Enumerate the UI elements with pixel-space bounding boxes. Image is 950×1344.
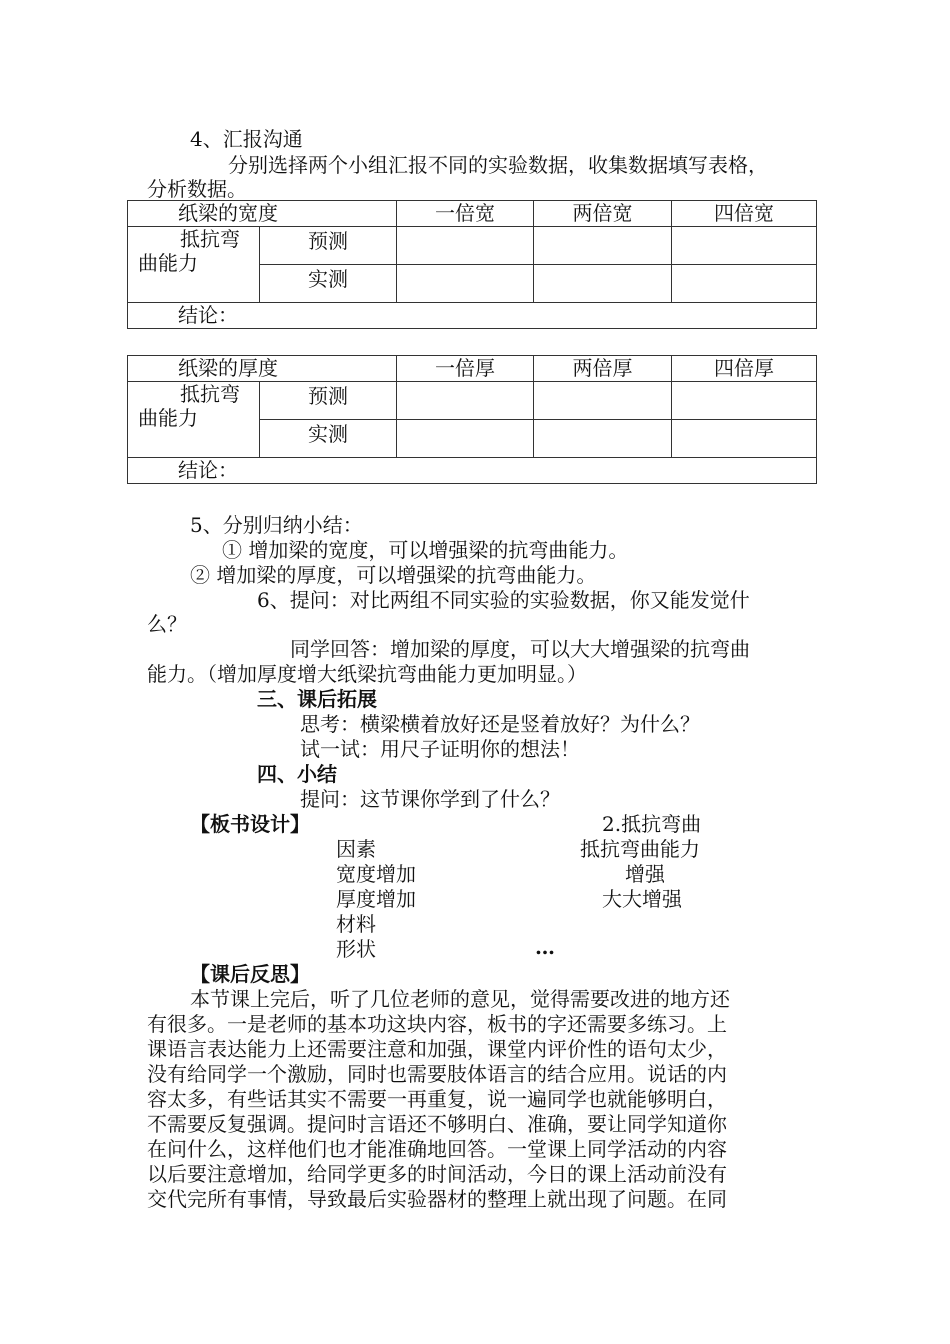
section5-item2: ② 增加梁的厚度，可以增强梁的抗弯曲能力。 bbox=[190, 563, 597, 587]
width-cell bbox=[672, 265, 817, 303]
width-col-3: 四倍宽 bbox=[672, 201, 817, 227]
thickness-cell bbox=[672, 382, 817, 420]
width-cell bbox=[397, 265, 534, 303]
reflection-line: 交代完所有事情，导致最后实验器材的整理上就出现了问题。在同 bbox=[147, 1187, 727, 1211]
reflection-line: 以后要注意增加，给同学更多的时间活动，今日的课上活动前没有 bbox=[147, 1162, 727, 1186]
width-conclusion: 结论： bbox=[128, 303, 817, 329]
width-cell bbox=[672, 227, 817, 265]
board-left-item: 厚度增加 bbox=[336, 887, 416, 911]
thickness-ability-line1: 抵抗弯 bbox=[180, 382, 240, 406]
board-left-item: 材料 bbox=[336, 912, 376, 936]
board-left-item: 宽度增加 bbox=[336, 862, 416, 886]
board-left-item: 因素 bbox=[336, 837, 376, 861]
reflection-heading: 【课后反思】 bbox=[190, 962, 310, 986]
section6-answer-line1: 同学回答：增加梁的厚度，可以大大增强梁的抗弯曲 bbox=[290, 637, 750, 661]
section6-question-line2: 么？ bbox=[147, 612, 187, 636]
thickness-ability-line2: 曲能力 bbox=[138, 406, 198, 430]
section5-heading: 5、分别归纳小结： bbox=[190, 513, 363, 537]
reflection-line: 有很多。一是老师的基本功这块内容，板书的字还需要多练习。上 bbox=[147, 1012, 727, 1036]
thickness-cell bbox=[672, 420, 817, 458]
width-ability-line1: 抵抗弯 bbox=[180, 227, 240, 251]
thickness-cell bbox=[534, 420, 672, 458]
thickness-col-3: 四倍厚 bbox=[672, 356, 817, 382]
width-header-label: 纸梁的宽度 bbox=[128, 201, 397, 227]
part4-heading: 四、小结 bbox=[257, 762, 337, 786]
section4-paragraph-line1: 分别选择两个小组汇报不同的实验数据，收集数据填写表格， bbox=[228, 153, 768, 177]
board-ellipsis: … bbox=[535, 935, 555, 959]
width-data-table bbox=[127, 200, 817, 329]
part3-think: 思考：横梁横着放好还是竖着放好？为什么？ bbox=[300, 712, 700, 736]
thickness-conclusion: 结论： bbox=[128, 458, 817, 484]
thickness-row-predict: 预测 bbox=[260, 382, 397, 420]
reflection-line: 没有给同学一个激励，同时也需要肢体语言的结合应用。说话的内 bbox=[147, 1062, 727, 1086]
board-left-item: 形状 bbox=[336, 937, 376, 961]
section6-question-line1: 6、提问：对比两组不同实验的实验数据，你又能发觉什 bbox=[257, 588, 750, 612]
thickness-cell bbox=[534, 382, 672, 420]
reflection-line: 不需要反复强调。提问时言语还不够明白、准确，要让同学知道你 bbox=[147, 1112, 727, 1136]
reflection-line: 在问什么，这样他们也才能准确地回答。一堂课上同学活动的内容 bbox=[147, 1137, 727, 1161]
thickness-cell bbox=[397, 382, 534, 420]
thickness-col-1: 一倍厚 bbox=[397, 356, 534, 382]
width-ability-label bbox=[128, 227, 260, 303]
thickness-row-measure: 实测 bbox=[260, 420, 397, 458]
thickness-col-2: 两倍厚 bbox=[534, 356, 672, 382]
width-ability-line2: 曲能力 bbox=[138, 251, 198, 275]
board-title-right: 2.抵抗弯曲 bbox=[602, 812, 702, 836]
thickness-header-label: 纸梁的厚度 bbox=[128, 356, 397, 382]
part3-heading: 三、课后拓展 bbox=[257, 687, 377, 711]
width-cell bbox=[534, 265, 672, 303]
section6-answer-line2: 能力。（增加厚度增大纸梁抗弯曲能力更加明显。） bbox=[147, 662, 587, 686]
thickness-cell bbox=[397, 420, 534, 458]
width-cell bbox=[397, 227, 534, 265]
board-right-item: 增强 bbox=[625, 862, 665, 886]
reflection-line: 本节课上完后，听了几位老师的意见，觉得需要改进的地方还 bbox=[190, 987, 730, 1011]
width-col-1: 一倍宽 bbox=[397, 201, 534, 227]
part4-question: 提问：这节课你学到了什么？ bbox=[300, 787, 560, 811]
thickness-ability-label bbox=[128, 382, 260, 458]
reflection-line: 容太多，有些话其实不需要一再重复，说一遍同学也就能够明白， bbox=[147, 1087, 727, 1111]
width-row-measure: 实测 bbox=[260, 265, 397, 303]
width-col-2: 两倍宽 bbox=[534, 201, 672, 227]
part3-try: 试一试：用尺子证明你的想法！ bbox=[300, 737, 580, 761]
board-right-header: 抵抗弯曲能力 bbox=[580, 837, 700, 861]
board-heading: 【板书设计】 bbox=[190, 812, 310, 836]
board-right-item: 大大增强 bbox=[602, 887, 682, 911]
width-row-predict: 预测 bbox=[260, 227, 397, 265]
reflection-line: 课语言表达能力上还需要注意和加强，课堂内评价性的语句太少， bbox=[147, 1037, 727, 1061]
section5-item1: ① 增加梁的宽度，可以增强梁的抗弯曲能力。 bbox=[222, 538, 629, 562]
thickness-data-table bbox=[127, 355, 817, 484]
section4-heading: 4、汇报沟通 bbox=[190, 127, 303, 151]
width-cell bbox=[534, 227, 672, 265]
section4-paragraph-line2: 分析数据。 bbox=[147, 177, 247, 201]
